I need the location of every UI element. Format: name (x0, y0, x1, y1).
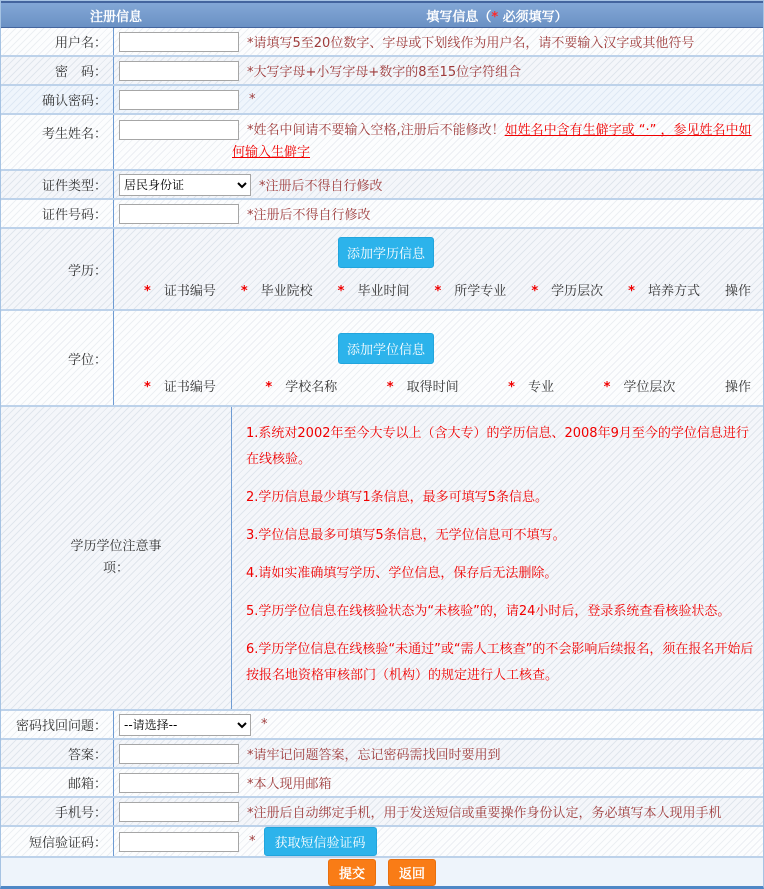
sms-code-hint: * (249, 834, 256, 849)
confirm-password-hint: * (249, 92, 256, 107)
row-confirm-password (1, 86, 763, 115)
education-col-major: 所学专业 (454, 284, 507, 299)
degree-table-header (114, 364, 763, 397)
note-item-6: 6.学历学位信息在线核验“未通过”或“需人工核查”的不会影响后续报名，须在报名开始后按报名地资格审核部门（机构）的规定进行人工核查。 (246, 642, 754, 683)
required-star: * (144, 284, 151, 299)
username-input[interactable] (119, 32, 239, 52)
row-email (1, 769, 763, 798)
row-id-type (1, 171, 763, 200)
password-input[interactable] (119, 61, 239, 81)
row-username (1, 28, 763, 57)
id-type-select[interactable] (119, 174, 251, 196)
degree-col-level: 学位层次 (623, 380, 676, 395)
email-input[interactable] (119, 773, 239, 793)
required-star: * (491, 9, 499, 25)
header-left-title: 注册信息 (89, 9, 142, 25)
candidate-name-input[interactable] (119, 120, 239, 140)
form-header (1, 1, 763, 28)
required-star: * (144, 380, 151, 395)
username-label: 用户名： (54, 36, 107, 51)
notes-content (231, 407, 763, 709)
degree-col-date: 取得时间 (406, 380, 459, 395)
notes-label: 学历学位注意事项： (70, 539, 162, 576)
row-answer (1, 740, 763, 769)
sms-code-label: 短信验证码： (28, 836, 107, 851)
education-table-header (114, 268, 763, 301)
required-star: * (434, 284, 442, 299)
mobile-label: 手机号： (54, 806, 107, 821)
username-hint: *请填写5至20位数字、字母或下划线作为用户名，请不要输入汉字或其他符号 (247, 36, 695, 51)
confirm-password-label: 确认密码： (41, 94, 107, 109)
degree-col-action: 操作 (724, 380, 751, 395)
recovery-question-label: 密码找回问题： (15, 719, 107, 734)
education-col-level: 学历层次 (551, 284, 604, 299)
required-star: * (531, 284, 539, 299)
note-item-3: 3.学位信息最多可填写5条信息，无学位信息可不填写。 (246, 528, 566, 543)
degree-col-major: 专业 (527, 380, 554, 395)
note-item-2: 2.学历信息最少填写1条信息，最多可填写5条信息。 (246, 490, 548, 505)
education-col-action: 操作 (724, 284, 751, 299)
required-star: * (603, 380, 611, 395)
id-number-label: 证件号码： (41, 208, 107, 223)
required-star: * (337, 284, 345, 299)
email-label: 邮箱： (67, 777, 107, 792)
row-id-number (1, 200, 763, 229)
add-degree-button[interactable]: 添加学位信息 (338, 333, 434, 364)
required-star: * (265, 380, 273, 395)
degree-col-cert-no: 证书编号 (163, 380, 216, 395)
header-right-title: 填写信息（* 必须填写） (426, 9, 568, 25)
row-degree (1, 311, 763, 407)
confirm-password-input[interactable] (119, 90, 239, 110)
education-col-grad-date: 毕业时间 (357, 284, 410, 299)
password-label: 密 码： (54, 65, 107, 80)
row-notes (1, 407, 763, 711)
answer-hint: *请牢记问题答案，忘记密码需找回时要用到 (247, 748, 501, 763)
row-mobile (1, 798, 763, 827)
form-footer (1, 858, 763, 886)
row-education (1, 229, 763, 311)
note-item-1: 1.系统对2002年至今大专以上（含大专）的学历信息、2008年9月至今的学位信息进行在线核验。 (246, 426, 749, 467)
note-item-5: 5.学历学位信息在线核验状态为“未核验”的，请24小时后，登录系统查看核验状态。 (246, 604, 731, 619)
row-recovery-question (1, 711, 763, 740)
required-star: * (386, 380, 394, 395)
mobile-input[interactable] (119, 802, 239, 822)
recovery-question-hint: * (261, 717, 268, 732)
candidate-name-label: 考生姓名： (41, 127, 107, 142)
answer-label: 答案： (67, 748, 107, 763)
back-button[interactable]: 返回 (388, 859, 436, 886)
education-col-cert-no: 证书编号 (163, 284, 216, 299)
row-candidate-name (1, 115, 763, 171)
recovery-question-select[interactable] (119, 714, 251, 736)
note-item-4: 4.请如实准确填写学历、学位信息，保存后无法删除。 (246, 566, 558, 581)
answer-input[interactable] (119, 744, 239, 764)
rare-character-help-link[interactable]: 如姓名中含有生僻字或 “·” ，参见姓名中如何输入生僻字 (232, 123, 752, 160)
submit-button[interactable]: 提交 (328, 859, 376, 886)
id-number-hint: *注册后不得自行修改 (247, 208, 371, 223)
education-col-mode: 培养方式 (647, 284, 700, 299)
email-hint: *本人现用邮箱 (247, 777, 332, 792)
mobile-hint: *注册后自动绑定手机，用于发送短信或重要操作身份认定，务必填写本人现用手机 (247, 806, 722, 821)
required-star: * (240, 284, 248, 299)
degree-col-school: 学校名称 (285, 380, 338, 395)
sms-code-input[interactable] (119, 832, 239, 852)
education-col-school: 毕业院校 (260, 284, 313, 299)
id-number-input[interactable] (119, 204, 239, 224)
id-type-hint: *注册后不得自行修改 (259, 179, 383, 194)
add-education-button[interactable]: 添加学历信息 (338, 237, 434, 268)
get-sms-code-button[interactable]: 获取短信验证码 (264, 827, 377, 856)
password-hint: *大写字母+小写字母+数字的8至15位字符组合 (247, 65, 522, 80)
required-star: * (508, 380, 515, 395)
id-type-label: 证件类型： (41, 179, 107, 194)
row-sms-code (1, 827, 763, 858)
row-password (1, 57, 763, 86)
candidate-name-hint: *姓名中间请不要输入空格,注册后不能修改！如姓名中含有生僻字或 “·” ，参见姓名中如何输入生僻字 (232, 123, 752, 160)
degree-label: 学位： (67, 352, 107, 368)
required-star: * (628, 284, 635, 299)
education-label: 学历： (67, 263, 107, 279)
